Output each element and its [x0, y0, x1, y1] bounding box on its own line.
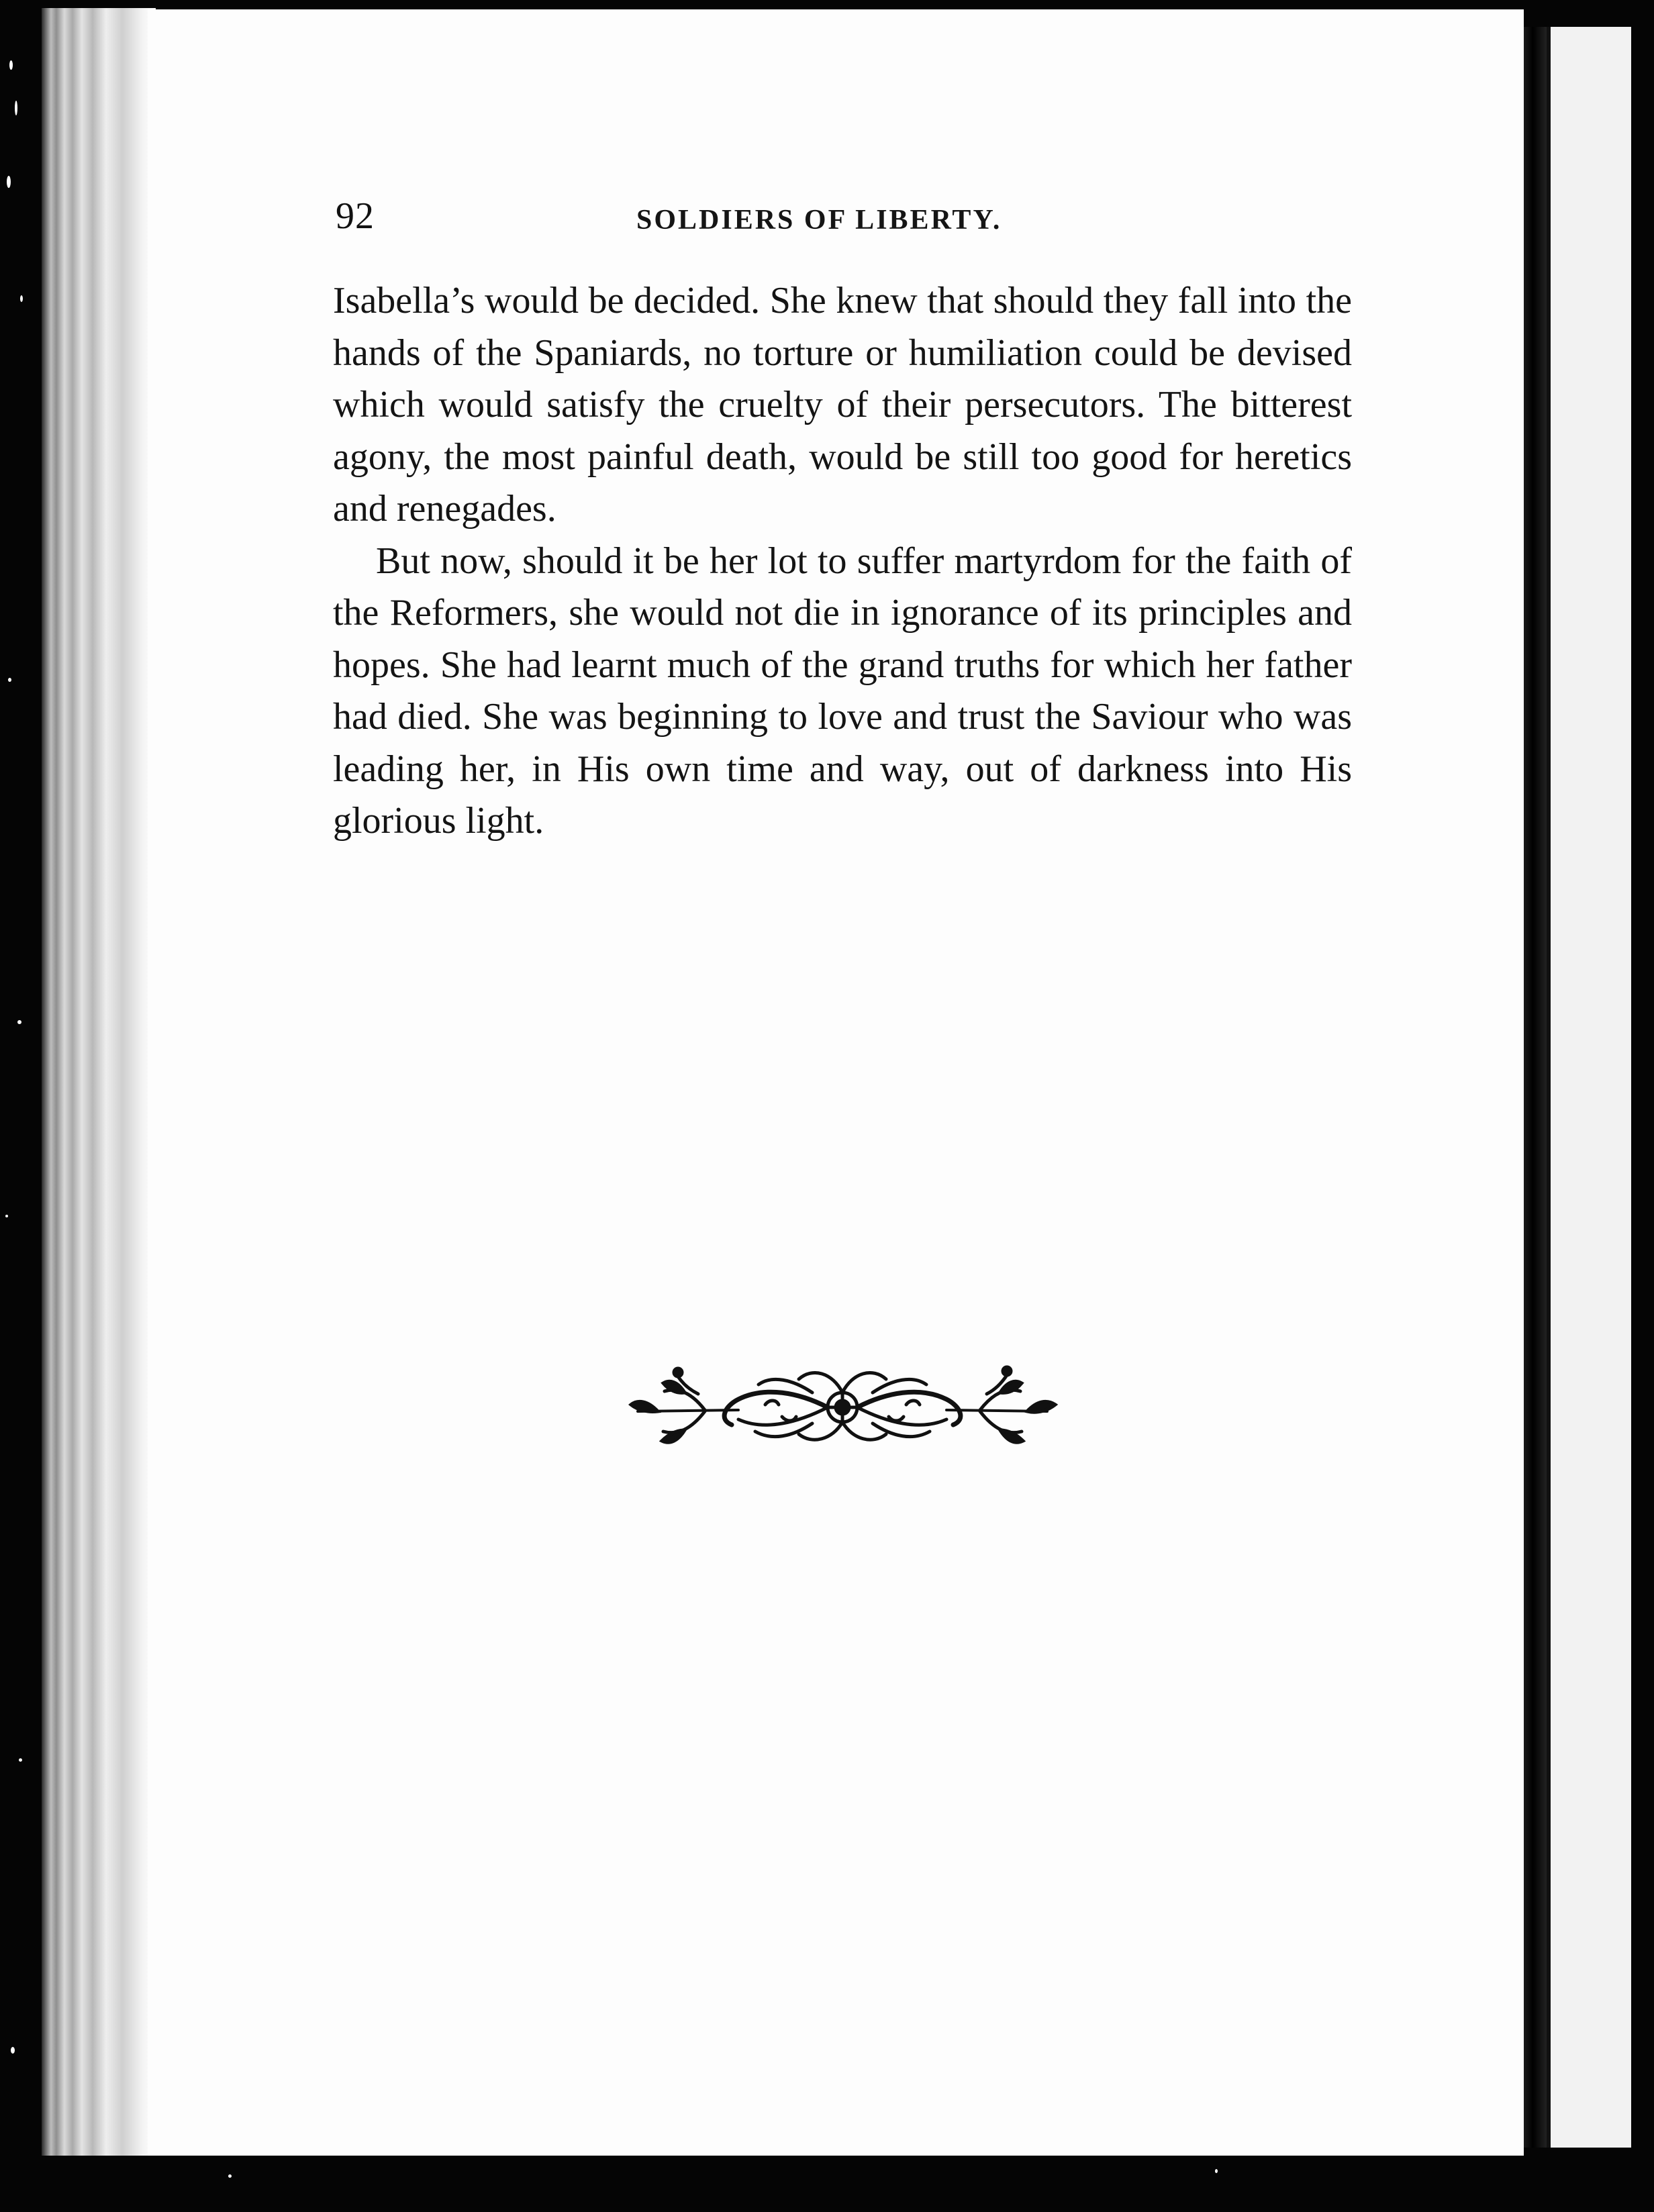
book-gutter-shadow	[1524, 27, 1547, 2148]
scan-speck	[9, 60, 13, 70]
scan-speck	[228, 2174, 232, 2178]
floral-tailpiece-ornament-icon	[611, 1352, 1074, 1453]
running-head: SOLDIERS OF LIBERTY.	[636, 205, 1002, 236]
scan-speck	[15, 101, 17, 115]
book-page-edge	[42, 8, 156, 2156]
scan-speck	[19, 1758, 22, 1762]
page-header	[336, 195, 1356, 248]
scan-speck	[17, 1020, 21, 1024]
scan-speck	[8, 678, 11, 682]
scan-speck	[20, 295, 23, 302]
paragraph-2: But now, should it be her lot to suffer martyrdom for the faith of the Reformers, she would not die in ignorance of its principles and hopes. She had learnt much of the grand truths for which her father had died. She was beginning to love and trust the Saviour who was leading her, in His own time and way, out of darkness into His glorious light.	[333, 540, 1352, 842]
scan-speck	[11, 2047, 15, 2054]
page-number: 92	[336, 195, 375, 237]
scan-speck	[7, 176, 11, 188]
scan-speck	[1215, 2169, 1218, 2173]
paragraph-1: Isabella’s would be decided. She knew that should they fall into the hands of the Spaniards, no torture or humiliation could be devised which would satisfy the cruelty of their persecutors. The bitterest agony, the most painful death, would be still too good for heretics and renegades.	[333, 280, 1352, 530]
scan-speck	[5, 1215, 8, 1217]
facing-page-sliver	[1547, 27, 1631, 2148]
body-text	[333, 275, 1352, 848]
